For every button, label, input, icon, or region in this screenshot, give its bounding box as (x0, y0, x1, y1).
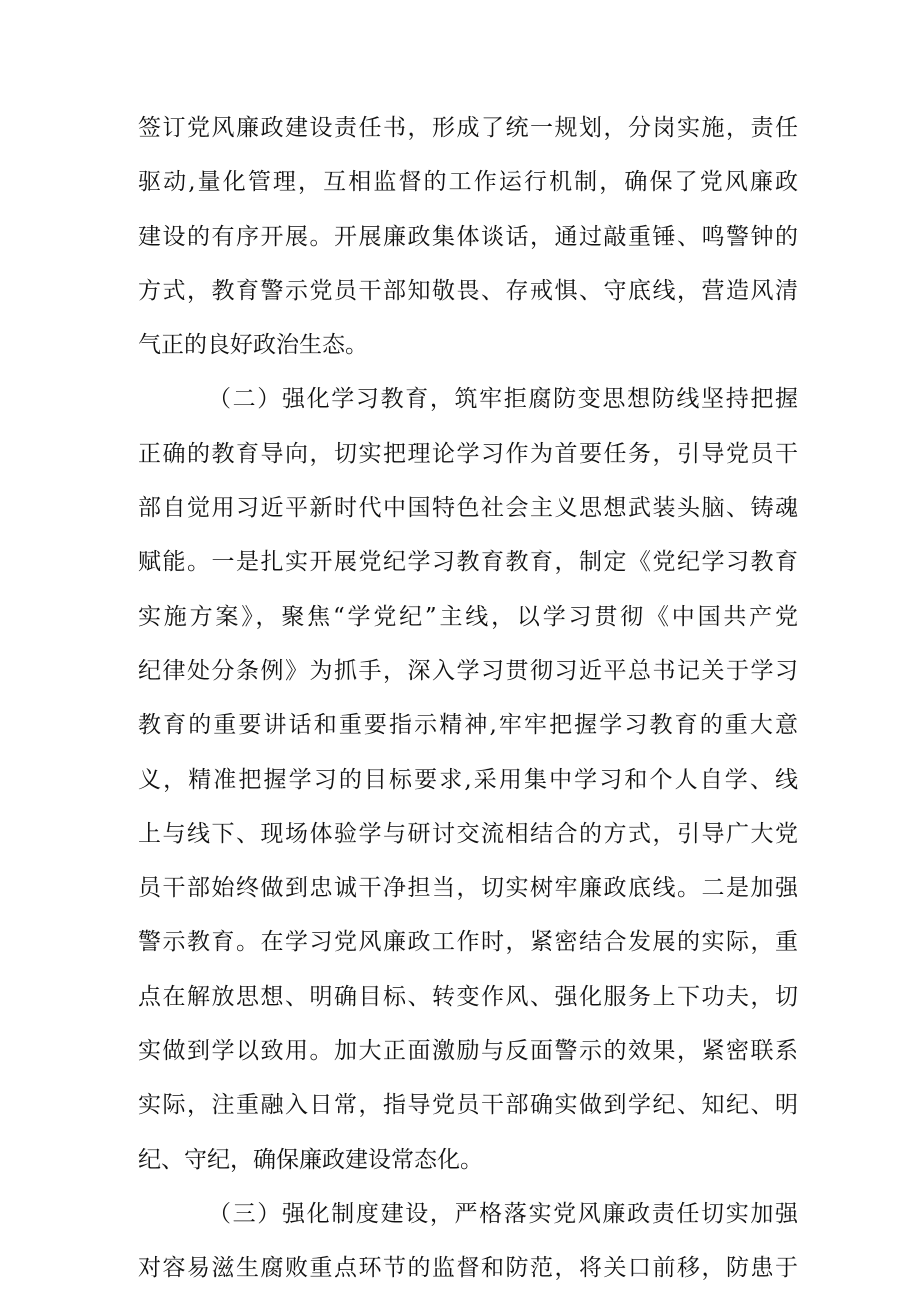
text-line: 点在解放思想、明确目标、转变作风、强化服务上下功夫，切 (138, 983, 798, 1010)
text-line: 纪、守纪，确保廉政建设常态化。 (138, 1146, 483, 1173)
text-line: 部自觉用习近平新时代中国特色社会主义思想武装头脑、铸魂 (138, 495, 798, 522)
paragraph-heading-line: （二）强化学习教育，筑牢拒腐防变思想防线坚持把握 (208, 386, 798, 413)
text-line: 建设的有序开展。开展廉政集体谈话，通过敲重锤、鸣警钟的 (138, 223, 798, 250)
text-line: 实际，注重融入日常，指导党员干部确实做到学纪、知纪、明 (138, 1092, 798, 1119)
body-text (138, 101, 798, 1296)
text-line: 义，精准把握学习的目标要求,采用集中学习和个人自学、线 (138, 766, 798, 793)
text-line: 正确的教育导向，切实把理论学习作为首要任务，引导党员干 (138, 440, 798, 467)
text-line: 纪律处分条例》为抓手，深入学习贯彻习近平总书记关于学习 (138, 657, 798, 684)
text-line: 赋能。一是扎实开展党纪学习教育教育，制定《党纪学习教育 (138, 549, 798, 576)
text-line: 驱动,量化管理，互相监督的工作运行机制，确保了党风廉政 (138, 169, 798, 196)
text-line: 签订党风廉政建设责任书，形成了统一规划，分岗实施，责任 (138, 115, 798, 141)
text-line: 上与线下、现场体验学与研讨交流相结合的方式，引导广大党 (138, 820, 798, 847)
text-line: 员干部始终做到忠诚干净担当，切实树牢廉政底线。二是加强 (138, 875, 798, 902)
text-line: 教育的重要讲话和重要指示精神,牢牢把握学习教育的重大意 (138, 712, 798, 739)
text-line: 方式，教育警示党员干部知敬畏、存戒惧、守底线，营造风清 (138, 277, 798, 304)
text-line: 警示教育。在学习党风廉政工作时，紧密结合发展的实际，重 (138, 929, 798, 956)
text-line: 实做到学以致用。加大正面激励与反面警示的效果，紧密联系 (138, 1038, 798, 1065)
text-line: 对容易滋生腐败重点环节的监督和防范，将关口前移，防患于 (138, 1255, 798, 1282)
text-line: 实施方案》，聚焦“学党纪”主线，以学习贯彻《中国共产党 (138, 603, 798, 630)
paragraph-heading-line: （三）强化制度建设，严格落实党风廉政责任切实加强 (208, 1200, 798, 1227)
text-line: 气正的良好政治生态。 (138, 332, 368, 359)
